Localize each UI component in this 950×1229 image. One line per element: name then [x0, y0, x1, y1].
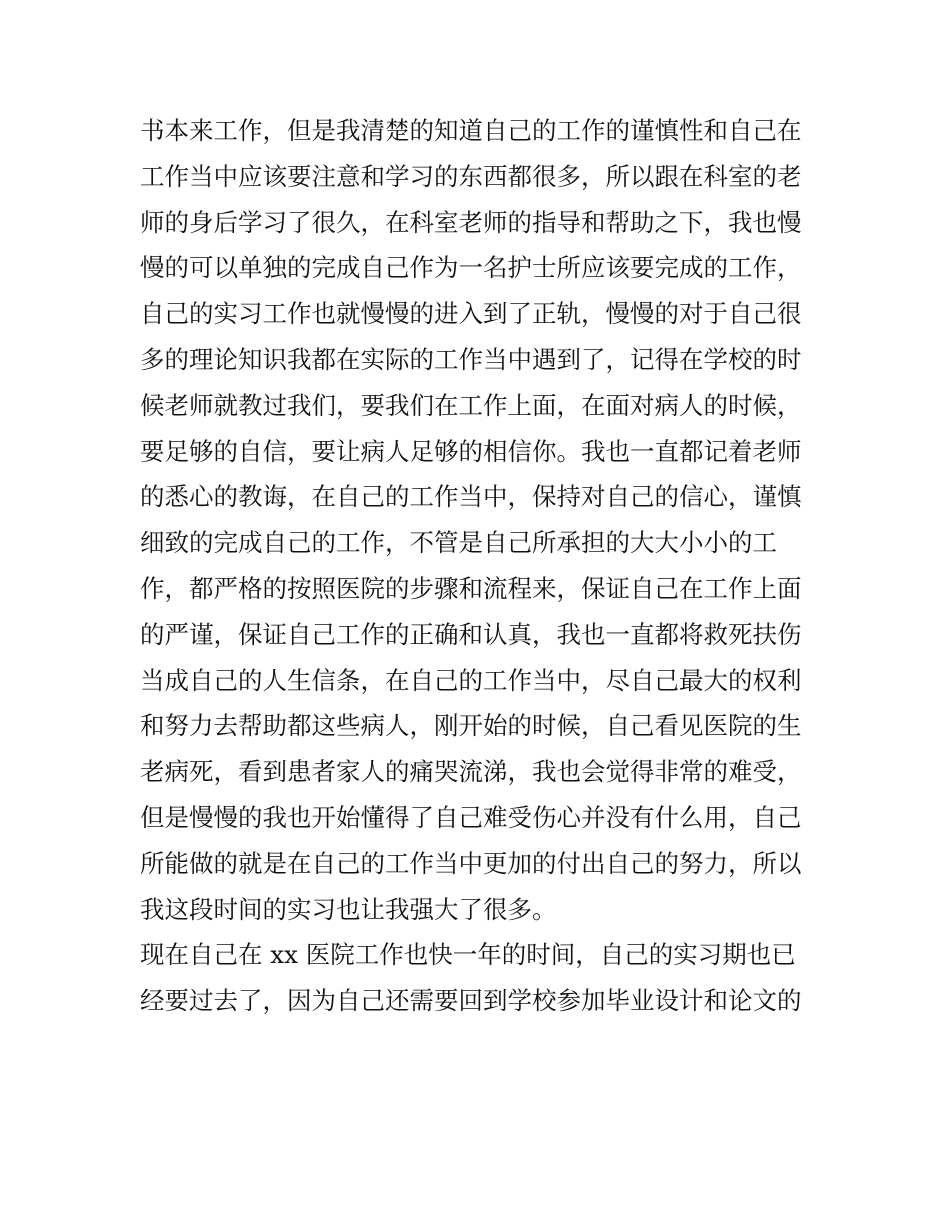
text-line: 我这段时间的实习也让我强大了很多。: [140, 894, 557, 924]
text-line: 自己的实习工作也就慢慢的进入到了正轨，慢慢的对于自己很: [140, 299, 802, 329]
text-line: 但是慢慢的我也开始懂得了自己难受伤心并没有什么用，自己: [140, 802, 802, 832]
text-line: 和努力去帮助都这些病人，刚开始的时候，自己看见医院的生: [140, 711, 802, 741]
text-line: 所能做的就是在自己的工作当中更加的付出自己的努力，所以: [140, 848, 802, 878]
text-line: 师的身后学习了很久，在科室老师的指导和帮助之下，我也慢: [140, 207, 802, 237]
text-line: 老病死，看到患者家人的痛哭流涕，我也会觉得非常的难受，: [140, 757, 802, 787]
text-line: 经要过去了，因为自己还需要回到学校参加毕业设计和论文的: [140, 986, 802, 1016]
text-line: 候老师就教过我们，要我们在工作上面，在面对病人的时候，: [140, 390, 802, 420]
text-line: 当成自己的人生信条，在自己的工作当中，尽自己最大的权利: [140, 665, 802, 695]
text-line: 多的理论知识我都在实际的工作当中遇到了，记得在学校的时: [140, 344, 802, 374]
text-line: 的严谨，保证自己工作的正确和认真，我也一直都将救死扶伤: [140, 619, 802, 649]
text-line: 要足够的自信，要让病人足够的相信你。我也一直都记着老师: [140, 436, 802, 466]
text-line: 工作当中应该要注意和学习的东西都很多，所以跟在科室的老: [140, 161, 802, 191]
text-line: 细致的完成自己的工作，不管是自己所承担的大大小小的工: [140, 528, 777, 558]
text-line: 现在自己在 xx 医院工作也快一年的时间，自己的实习期也已: [140, 940, 796, 970]
text-line: 书本来工作，但是我清楚的知道自己的工作的谨慎性和自己在: [140, 116, 802, 145]
text-line: 的悉心的教诲，在自己的工作当中，保持对自己的信心，谨慎: [140, 482, 802, 512]
body-text: [140, 108, 830, 1024]
text-line: 慢的可以单独的完成自己作为一名护士所应该要完成的工作，: [140, 253, 802, 283]
text-line: 作，都严格的按照医院的步骤和流程来，保证自己在工作上面: [140, 573, 802, 603]
